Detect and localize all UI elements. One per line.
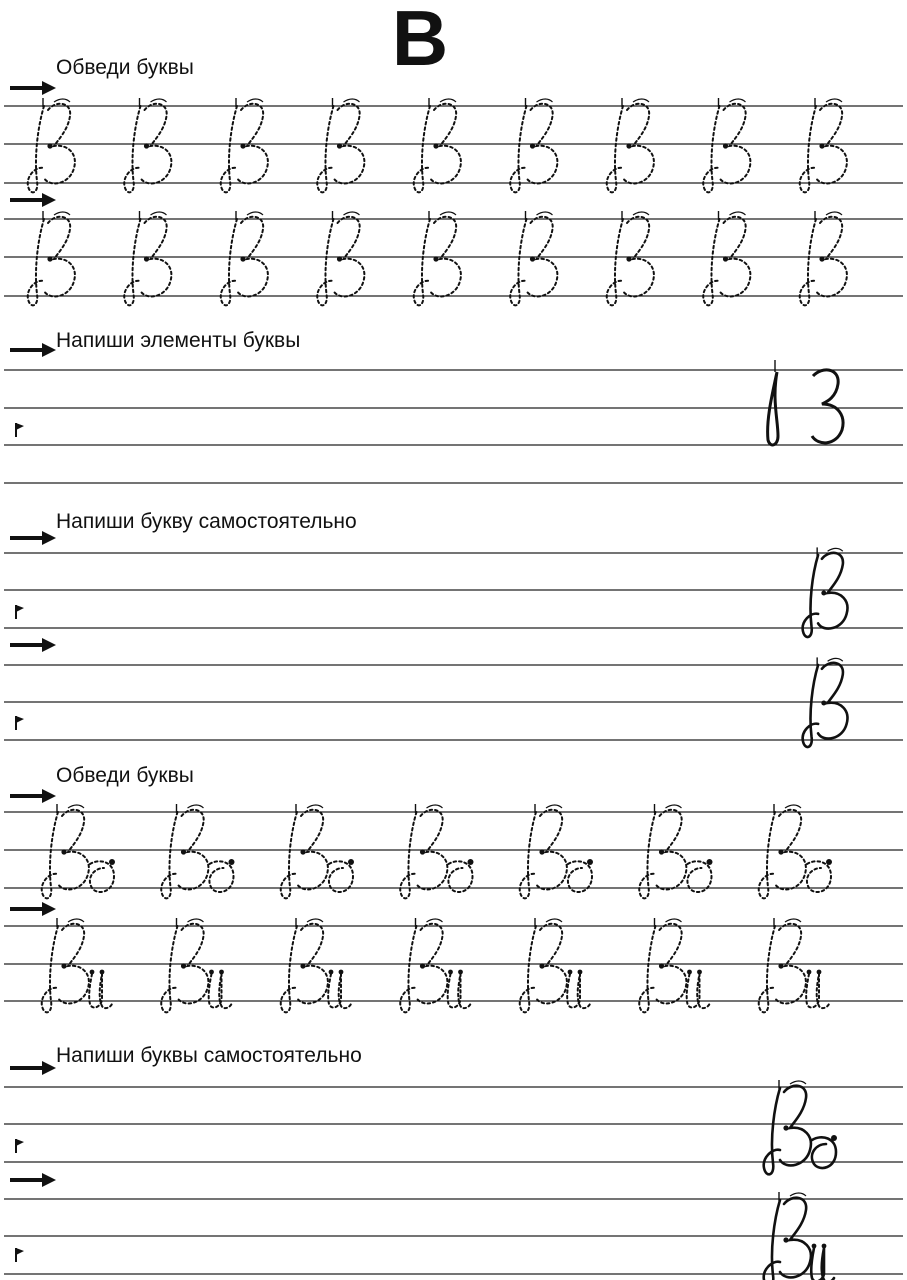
traced-letter-v — [317, 98, 364, 192]
arrow-right-icon — [10, 789, 56, 803]
flag-icon — [16, 1139, 24, 1153]
flag-icon — [16, 716, 24, 730]
traced-letters-vi — [281, 918, 351, 1012]
traced-letters-vi — [161, 918, 231, 1012]
section-heading-write-letters: Напиши буквы самостоятельно — [56, 1044, 362, 1067]
traced-letters-vo — [161, 804, 234, 898]
traced-letter-v — [124, 98, 171, 192]
traced-letter-v — [703, 211, 750, 305]
traced-letter-v — [221, 98, 268, 192]
traced-letter-v — [317, 211, 364, 305]
traced-letters-vi — [520, 918, 590, 1012]
traced-letter-v — [28, 98, 75, 192]
traced-letter-v — [28, 211, 75, 305]
traced-letter-v — [800, 98, 847, 192]
flag-icon — [16, 605, 24, 619]
traced-letters-vi — [400, 918, 470, 1012]
section-heading-trace-2: Обведи буквы — [56, 764, 194, 787]
arrow-right-icon — [10, 902, 56, 916]
traced-letters-vo — [400, 804, 473, 898]
traced-letter-v — [124, 211, 171, 305]
traced-letter-v — [414, 98, 461, 192]
traced-letters-vi — [639, 918, 709, 1012]
traced-letters-vo — [759, 804, 832, 898]
traced-letter-v — [607, 98, 654, 192]
arrow-right-icon — [10, 1173, 56, 1187]
traced-letters-vi — [759, 918, 829, 1012]
sample-elements — [768, 360, 843, 445]
arrow-right-icon — [10, 638, 56, 652]
flag-icon — [16, 423, 24, 437]
sample-letter-v — [803, 547, 848, 637]
traced-letter-v — [414, 211, 461, 305]
traced-letter-v — [510, 211, 557, 305]
arrow-right-icon — [10, 193, 56, 207]
arrow-right-icon — [10, 343, 56, 357]
arrow-right-icon — [10, 81, 56, 95]
traced-letter-v — [510, 98, 557, 192]
traced-letters-vo — [42, 804, 115, 898]
traced-letters-vo — [639, 804, 712, 898]
traced-letters-vo — [281, 804, 354, 898]
page-title: В — [391, 0, 449, 82]
traced-letter-v — [221, 211, 268, 305]
traced-letters-vo — [520, 804, 593, 898]
traced-letter-v — [800, 211, 847, 305]
traced-letter-v — [703, 98, 750, 192]
arrow-right-icon — [10, 531, 56, 545]
flag-icon — [16, 1248, 24, 1262]
traced-letter-v — [607, 211, 654, 305]
section-heading-elements: Напиши элементы буквы — [56, 329, 301, 352]
section-heading-trace-1: Обведи буквы — [56, 56, 194, 79]
section-heading-write-letter: Напиши букву самостоятельно — [56, 510, 357, 533]
traced-letters-vi — [42, 918, 112, 1012]
sample-letters-vo — [764, 1080, 837, 1174]
arrow-right-icon — [10, 1061, 56, 1075]
